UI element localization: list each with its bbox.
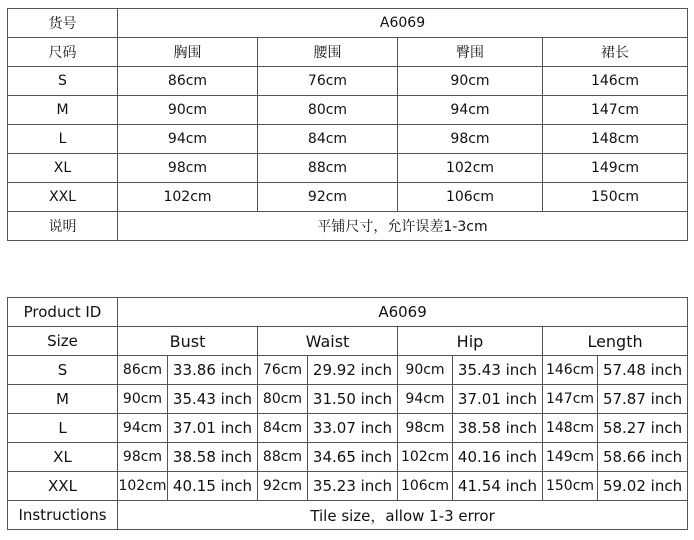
hip-cell: 90cm bbox=[398, 67, 543, 96]
size-cell: XXL bbox=[8, 472, 118, 501]
product-id-row bbox=[8, 9, 688, 38]
note-row bbox=[8, 501, 688, 530]
table-row bbox=[8, 443, 688, 472]
length-cell: 146cm bbox=[543, 67, 688, 96]
length-inch-cell: 57.48 inch bbox=[598, 356, 688, 385]
size-cell: L bbox=[8, 414, 118, 443]
table-row bbox=[8, 356, 688, 385]
size-cell: XXL bbox=[8, 183, 118, 212]
waist-inch-cell: 35.23 inch bbox=[308, 472, 398, 501]
waist-cm-cell: 76cm bbox=[258, 356, 308, 385]
length-header: Length bbox=[543, 327, 688, 356]
waist-inch-cell: 34.65 inch bbox=[308, 443, 398, 472]
table-row bbox=[8, 96, 688, 125]
bust-header: Bust bbox=[118, 327, 258, 356]
size-cell: S bbox=[8, 356, 118, 385]
hip-header: 臀围 bbox=[398, 38, 543, 67]
hip-cell: 106cm bbox=[398, 183, 543, 212]
note-value: Tile size，allow 1-3 error bbox=[118, 501, 688, 530]
bust-cell: 86cm bbox=[118, 67, 258, 96]
length-cell: 148cm bbox=[543, 125, 688, 154]
header-row bbox=[8, 327, 688, 356]
hip-header: Hip bbox=[398, 327, 543, 356]
bust-cm-cell: 90cm bbox=[118, 385, 168, 414]
size-cell: M bbox=[8, 385, 118, 414]
table-row bbox=[8, 414, 688, 443]
header-row bbox=[8, 38, 688, 67]
table-row bbox=[8, 472, 688, 501]
hip-cell: 102cm bbox=[398, 154, 543, 183]
size-table-chinese bbox=[7, 8, 688, 241]
hip-cell: 98cm bbox=[398, 125, 543, 154]
waist-cm-cell: 80cm bbox=[258, 385, 308, 414]
waist-cell: 76cm bbox=[258, 67, 398, 96]
length-inch-cell: 58.66 inch bbox=[598, 443, 688, 472]
hip-cm-cell: 90cm bbox=[398, 356, 453, 385]
waist-cell: 80cm bbox=[258, 96, 398, 125]
waist-header: 腰围 bbox=[258, 38, 398, 67]
length-cm-cell: 147cm bbox=[543, 385, 598, 414]
length-inch-cell: 59.02 inch bbox=[598, 472, 688, 501]
bust-cm-cell: 102cm bbox=[118, 472, 168, 501]
bust-cell: 90cm bbox=[118, 96, 258, 125]
length-cell: 150cm bbox=[543, 183, 688, 212]
size-cell: M bbox=[8, 96, 118, 125]
bust-inch-cell: 37.01 inch bbox=[168, 414, 258, 443]
bust-inch-cell: 38.58 inch bbox=[168, 443, 258, 472]
product-id-value: A6069 bbox=[118, 298, 688, 327]
bust-inch-cell: 40.15 inch bbox=[168, 472, 258, 501]
hip-cm-cell: 98cm bbox=[398, 414, 453, 443]
length-cm-cell: 149cm bbox=[543, 443, 598, 472]
bust-cell: 94cm bbox=[118, 125, 258, 154]
product-id-label: 货号 bbox=[8, 9, 118, 38]
table-row bbox=[8, 67, 688, 96]
waist-inch-cell: 33.07 inch bbox=[308, 414, 398, 443]
size-cell: S bbox=[8, 67, 118, 96]
bust-cm-cell: 98cm bbox=[118, 443, 168, 472]
bust-cm-cell: 86cm bbox=[118, 356, 168, 385]
hip-cell: 94cm bbox=[398, 96, 543, 125]
product-id-value: A6069 bbox=[118, 9, 688, 38]
waist-cell: 84cm bbox=[258, 125, 398, 154]
bust-cell: 102cm bbox=[118, 183, 258, 212]
note-value: 平铺尺寸，允许误差1-3cm bbox=[118, 212, 688, 241]
size-cell: XL bbox=[8, 154, 118, 183]
size-cell: L bbox=[8, 125, 118, 154]
size-table-english bbox=[7, 297, 688, 530]
length-cm-cell: 150cm bbox=[543, 472, 598, 501]
bust-inch-cell: 33.86 inch bbox=[168, 356, 258, 385]
bust-inch-cell: 35.43 inch bbox=[168, 385, 258, 414]
waist-cell: 92cm bbox=[258, 183, 398, 212]
hip-inch-cell: 37.01 inch bbox=[453, 385, 543, 414]
hip-cm-cell: 94cm bbox=[398, 385, 453, 414]
waist-inch-cell: 31.50 inch bbox=[308, 385, 398, 414]
note-row bbox=[8, 212, 688, 241]
bust-cm-cell: 94cm bbox=[118, 414, 168, 443]
table-row bbox=[8, 125, 688, 154]
waist-header: Waist bbox=[258, 327, 398, 356]
length-cell: 147cm bbox=[543, 96, 688, 125]
hip-inch-cell: 38.58 inch bbox=[453, 414, 543, 443]
length-inch-cell: 58.27 inch bbox=[598, 414, 688, 443]
table-row bbox=[8, 154, 688, 183]
waist-cm-cell: 88cm bbox=[258, 443, 308, 472]
length-cm-cell: 146cm bbox=[543, 356, 598, 385]
table-row bbox=[8, 385, 688, 414]
product-id-row bbox=[8, 298, 688, 327]
product-id-label: Product ID bbox=[8, 298, 118, 327]
size-cell: XL bbox=[8, 443, 118, 472]
hip-cm-cell: 106cm bbox=[398, 472, 453, 501]
bust-cell: 98cm bbox=[118, 154, 258, 183]
length-header: 裙长 bbox=[543, 38, 688, 67]
waist-cm-cell: 84cm bbox=[258, 414, 308, 443]
size-header: 尺码 bbox=[8, 38, 118, 67]
length-cell: 149cm bbox=[543, 154, 688, 183]
waist-inch-cell: 29.92 inch bbox=[308, 356, 398, 385]
note-label: Instructions bbox=[8, 501, 118, 530]
bust-header: 胸围 bbox=[118, 38, 258, 67]
length-inch-cell: 57.87 inch bbox=[598, 385, 688, 414]
table-row bbox=[8, 183, 688, 212]
hip-inch-cell: 40.16 inch bbox=[453, 443, 543, 472]
length-cm-cell: 148cm bbox=[543, 414, 598, 443]
hip-cm-cell: 102cm bbox=[398, 443, 453, 472]
note-label: 说明 bbox=[8, 212, 118, 241]
hip-inch-cell: 41.54 inch bbox=[453, 472, 543, 501]
waist-cell: 88cm bbox=[258, 154, 398, 183]
waist-cm-cell: 92cm bbox=[258, 472, 308, 501]
size-header: Size bbox=[8, 327, 118, 356]
hip-inch-cell: 35.43 inch bbox=[453, 356, 543, 385]
